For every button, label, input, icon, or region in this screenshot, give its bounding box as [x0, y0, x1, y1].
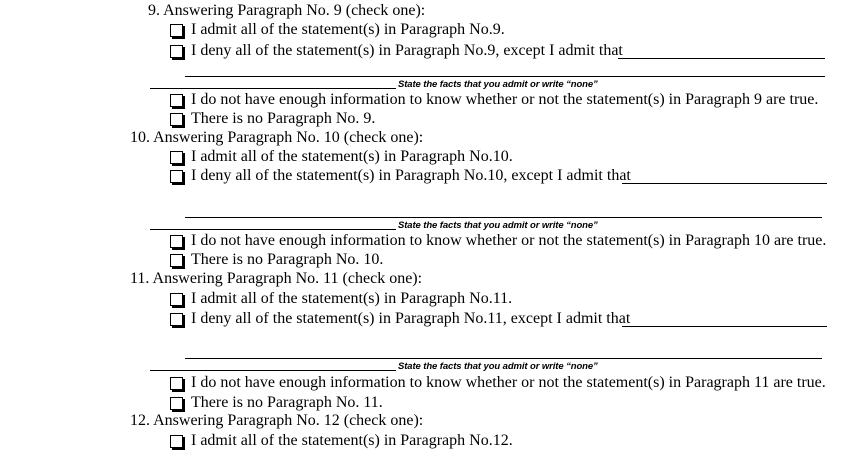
para11-deny-checkbox[interactable] [170, 313, 183, 326]
para11-facts-line-2[interactable] [150, 370, 396, 371]
para9-deny-checkbox[interactable] [170, 45, 183, 58]
para9-admit-facts-field[interactable] [618, 58, 825, 59]
para11-caption: State the facts that you admit or write “none” [398, 361, 598, 372]
para10-heading: 10. Answering Paragraph No. 10 (check one): [130, 129, 424, 146]
para9-no-info-option[interactable] [170, 91, 818, 109]
para9-admit-checkbox[interactable] [170, 24, 183, 37]
para10-admit-checkbox[interactable] [170, 151, 183, 164]
para9-deny-option[interactable] [170, 42, 623, 60]
para10-facts-line-2[interactable] [150, 229, 396, 230]
para10-no-info-checkbox[interactable] [170, 235, 183, 248]
para11-admit-label: I admit all of the statement(s) in Paragraph No.11. [191, 290, 513, 307]
para11-heading: 11. Answering Paragraph No. 11 (check one): [130, 270, 423, 287]
para9-caption: State the facts that you admit or write “none” [398, 79, 598, 90]
para11-no-info-label: I do not have enough information to know whether or not the statement(s) in Paragraph 11 are true. [191, 374, 826, 391]
para10-deny-checkbox[interactable] [170, 170, 183, 183]
para10-admit-facts-field[interactable] [622, 183, 827, 184]
para9-no-info-label: I do not have enough information to know whether or not the statement(s) in Paragraph 9 are true. [191, 91, 819, 108]
para10-deny-label: I deny all of the statement(s) in Paragraph No.10, except I admit that [191, 167, 631, 184]
para9-none-label: There is no Paragraph No. 9. [191, 110, 376, 127]
para10-no-info-option[interactable] [170, 232, 826, 250]
para11-facts-line-1[interactable] [185, 358, 822, 359]
para9-none-checkbox[interactable] [170, 113, 183, 126]
para12-admit-checkbox[interactable] [170, 435, 183, 448]
para9-none-option[interactable] [170, 110, 375, 128]
para12-admit-label: I admit all of the statement(s) in Paragraph No.12. [191, 432, 513, 449]
para10-caption: State the facts that you admit or write “none” [398, 220, 598, 231]
para11-none-label: There is no Paragraph No. 11. [191, 394, 383, 411]
para11-none-option[interactable] [170, 394, 383, 412]
para9-facts-line-1[interactable] [185, 76, 825, 77]
para10-deny-option[interactable] [170, 167, 631, 185]
para10-none-label: There is no Paragraph No. 10. [191, 251, 384, 268]
para10-no-info-label: I do not have enough information to know whether or not the statement(s) in Paragraph 10 are true. [191, 232, 827, 249]
para11-admit-checkbox[interactable] [170, 293, 183, 306]
para12-heading: 12. Answering Paragraph No. 12 (check one): [130, 412, 424, 429]
para12-admit-option[interactable] [170, 432, 513, 450]
para9-no-info-checkbox[interactable] [170, 94, 183, 107]
para9-facts-line-2[interactable] [150, 88, 396, 89]
para10-admit-option[interactable] [170, 148, 513, 166]
para11-no-info-checkbox[interactable] [170, 377, 183, 390]
para11-admit-facts-field[interactable] [622, 326, 827, 327]
para9-heading: 9. Answering Paragraph No. 9 (check one): [148, 2, 426, 19]
para10-none-checkbox[interactable] [170, 254, 183, 267]
para11-no-info-option[interactable] [170, 374, 826, 392]
para9-admit-option[interactable] [170, 21, 505, 39]
para9-admit-label: I admit all of the statement(s) in Paragraph No.9. [191, 21, 505, 38]
para10-facts-line-1[interactable] [185, 217, 822, 218]
para11-deny-option[interactable] [170, 310, 630, 328]
para11-none-checkbox[interactable] [170, 397, 183, 410]
para10-admit-label: I admit all of the statement(s) in Paragraph No.10. [191, 148, 513, 165]
para9-deny-label: I deny all of the statement(s) in Paragraph No.9, except I admit that [191, 42, 623, 59]
para10-none-option[interactable] [170, 251, 383, 269]
para11-deny-label: I deny all of the statement(s) in Paragraph No.11, except I admit that [191, 310, 631, 327]
para11-admit-option[interactable] [170, 290, 512, 308]
